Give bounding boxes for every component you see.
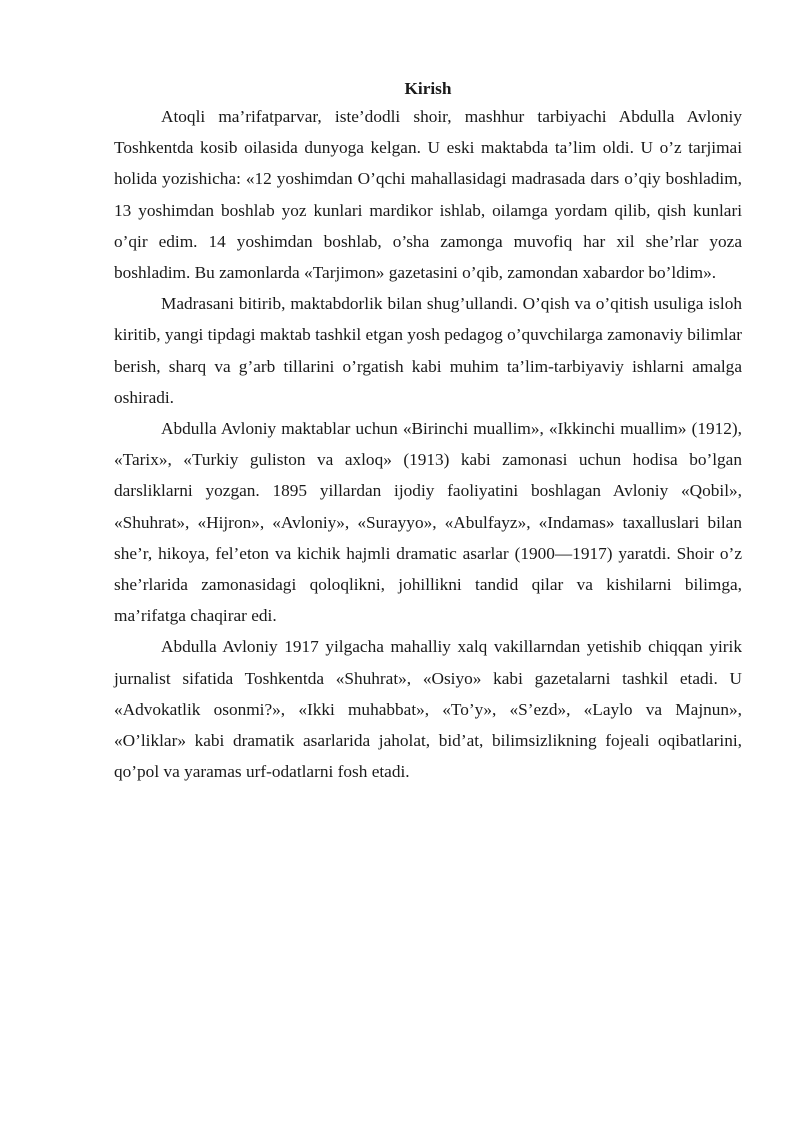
paragraph-4: Abdulla Avloniy 1917 yilgacha mahalliy xalq vakillarndan yetishib chiqqan yirik jurnalist sifatida Toshkentda «Shuhrat», «Osiyo» kabi gazetalarni tashkil etadi. U «Advokatlik osonmi?», «Ikki muhabbat», «To’y», «S’ezd», «Laylo va Majnun», «O’liklar» kabi dramatik asarlarida jaholat, bid’at, bilimsizlikning fojeali oqibatlarini, qo’pol va yaramas urf-odatlarni fosh etadi. <box>114 637 742 782</box>
document-title: Kirish <box>404 79 452 98</box>
paragraph-2: Madrasani bitirib, maktabdorlik bilan shug’ullandi. O’qish va o’qitish usuliga isloh kiritib, yangi tipdagi maktab tashkil etgan yosh pedagog o’quvchilarga zamonaviy bilimlar berish, sharq va g’arb tillarini o’rgatish kabi muhim ta’lim-tarbiyaviy ishlarni amalga oshiradi. <box>114 294 742 407</box>
paragraph-1: Atoqli ma’rifatparvar, iste’dodli shoir, mashhur tarbiyachi Abdulla Avloniy Toshkentda kosib oilasida dunyoga kelgan. U eski maktabda ta’lim oldi. U o’z tarjimai holida yozishicha: «12 yoshimdan O’qchi mahallasidagi madrasada dars o’qiy boshladim, 13 yoshimdan boshlab yoz kunlari mardikor ishlab, oilamga yordam qilib, qish kunlari o’qir edim. 14 yoshimdan boshlab, o’sha zamonga muvofiq har xil she’rlar yoza boshladim. Bu zamonlarda «Tarjimon» gazetasini o’qib, zamondan xabardor bo’ldim». <box>114 107 742 283</box>
document-body <box>114 76 742 787</box>
paragraph-3: Abdulla Avloniy maktablar uchun «Birinchi muallim», «Ikkinchi muallim» (1912), «Tarix», «Turkiy guliston va axloq» (1913) kabi zamonasi uchun hodisa bo’lgan darsliklarni yozgan. 1895 yillardan ijodiy faoliyatini boshlagan Avloniy «Qobil», «Shuhrat», «Hijron», «Avloniy», «Surayyo», «Abulfayz», «Indamas» taxalluslari bilan she’r, hikoya, fel’eton va kichik hajmli dramatic asarlar (1900—1917) yaratdi. Shoir o’z she’rlarida zamonasidagi qoloqlikni, johillikni tandid qilar va kishilarni bilimga, ma’rifatga chaqirar edi. <box>114 419 742 626</box>
